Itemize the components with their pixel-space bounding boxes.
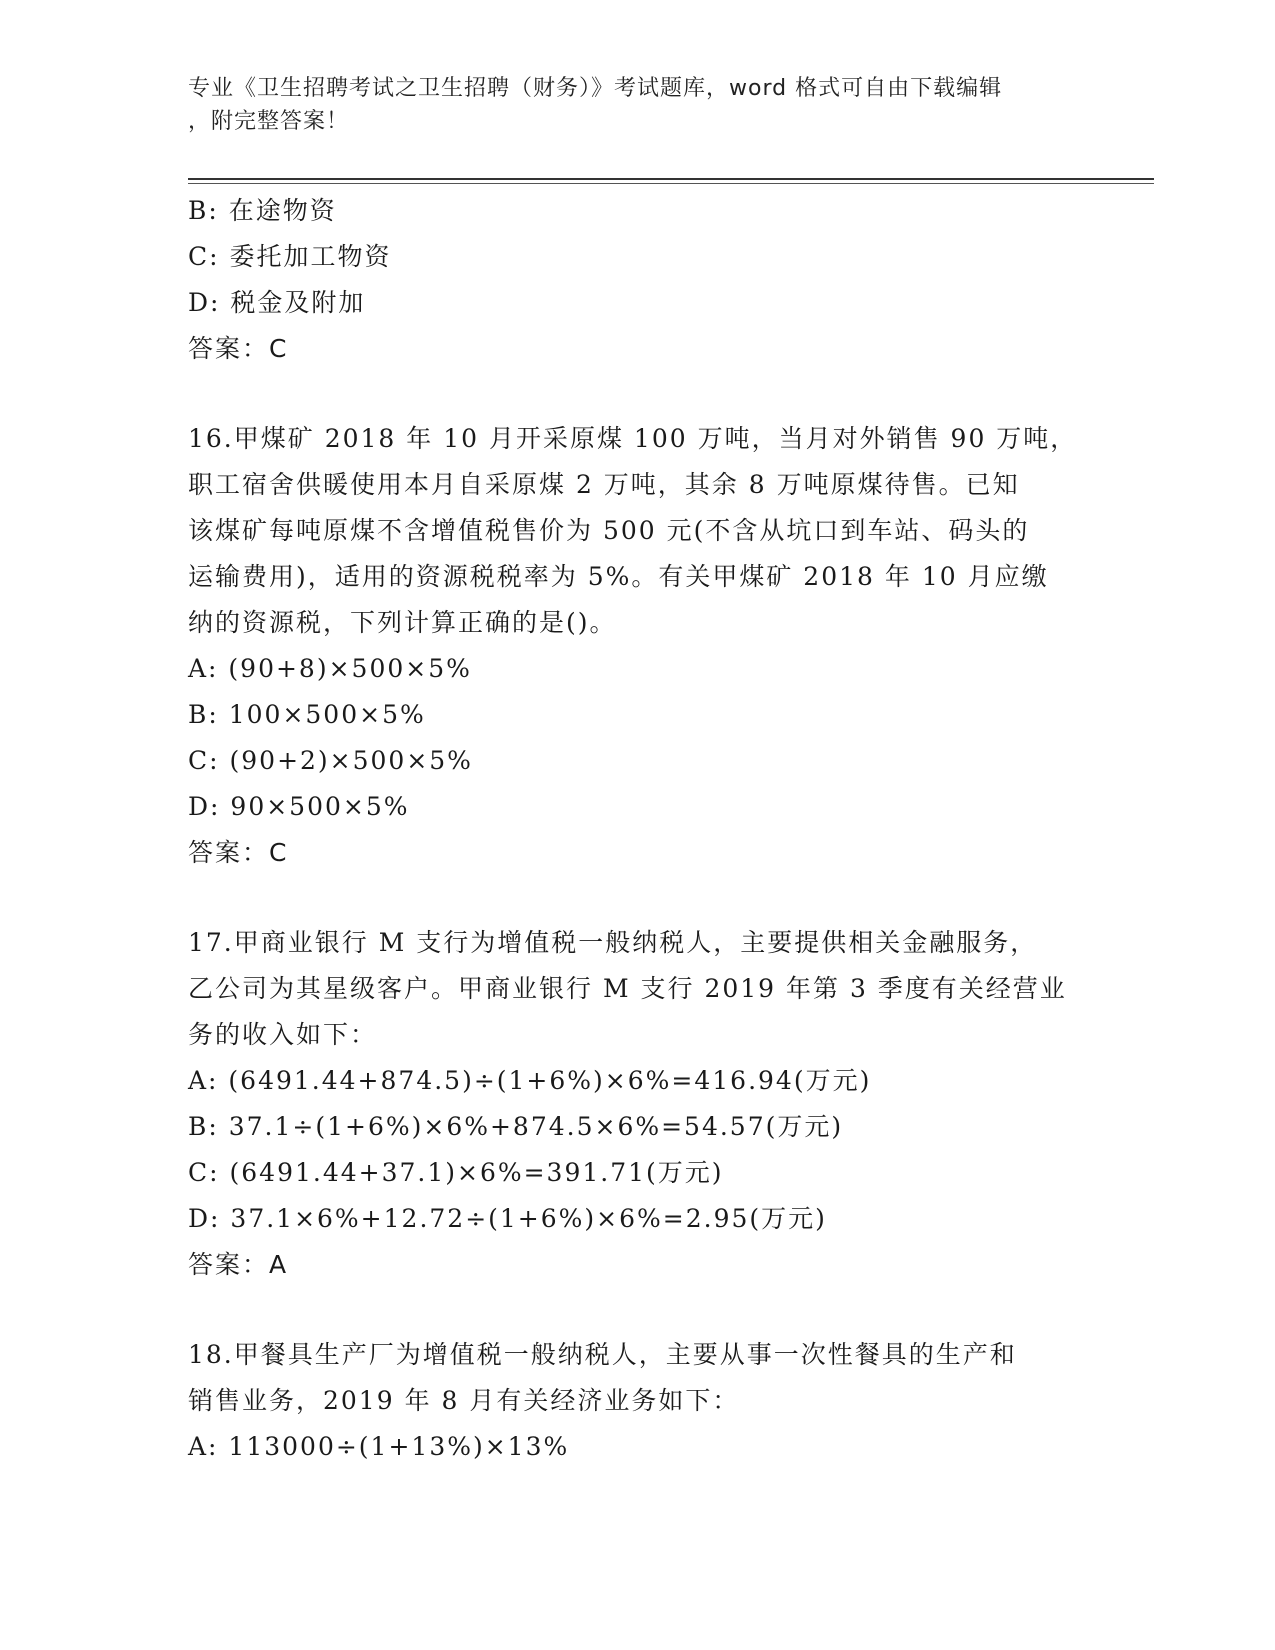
question-stem-line: 销售业务，2019 年 8 月有关经济业务如下： [188,1386,740,1415]
spacer [188,372,1088,416]
document-header [188,72,1088,138]
question-stem-line: 运输费用)，适用的资源税税率为 5%。有关甲煤矿 2018 年 10 月应缴 [188,562,1049,591]
option-d: D: 37.1×6%+12.72÷(1+6%)×6%=2.95(万元) [188,1204,827,1233]
option-d: D: 90×500×5% [188,792,410,821]
question-stem-line: 职工宿舍供暖使用本月自采原煤 2 万吨，其余 8 万吨原煤待售。已知 [188,470,1020,499]
answer: 答案：C [188,334,289,363]
option-c: C: 委托加工物资 [188,242,392,271]
option-b: B: 37.1÷(1+6%)×6%+874.5×6%=54.57(万元) [188,1112,844,1141]
option-c: C: (6491.44+37.1)×6%=391.71(万元) [188,1158,724,1187]
question-stem-line: 纳的资源税，下列计算正确的是()。 [188,608,617,637]
question-stem-line: 乙公司为其星级客户。甲商业银行 M 支行 2019 年第 3 季度有关经营业 [188,974,1067,1003]
header-line-2: ，附完整答案！ [188,109,350,134]
option-d: D: 税金及附加 [188,288,366,317]
answer: 答案：A [188,1250,289,1279]
question-17 [188,920,1088,1288]
question-16 [188,416,1088,876]
option-a: A: 113000÷(1+13%)×13% [188,1432,570,1461]
spacer [188,1288,1088,1332]
option-a: A: (6491.44+874.5)÷(1+6%)×6%=416.94(万元) [188,1066,872,1095]
question-stem-line: 16.甲煤矿 2018 年 10 月开采原煤 100 万吨，当月对外销售 90 万吨， [188,424,1078,453]
document-body [188,188,1088,1470]
option-c: C: (90+2)×500×5% [188,746,473,775]
header-divider-thin [188,183,1154,184]
question-18 [188,1332,1088,1470]
question-stem-line: 该煤矿每吨原煤不含增值税售价为 500 元(不含从坑口到车站、码头的 [188,516,1030,545]
header-line-1: 专业《卫生招聘考试之卫生招聘（财务）》考试题库，word 格式可自由下载编辑 [188,76,1003,101]
option-b: B: 100×500×5% [188,700,426,729]
spacer [188,876,1088,920]
header-divider-thick [188,178,1154,180]
question-stem-line: 17.甲商业银行 M 支行为增值税一般纳税人，主要提供相关金融服务， [188,928,1038,957]
question-stem-line: 18.甲餐具生产厂为增值税一般纳税人，主要从事一次性餐具的生产和 [188,1340,1017,1369]
option-b: B: 在途物资 [188,196,337,225]
answer: 答案：C [188,838,289,867]
question-stem-line: 务的收入如下： [188,1020,378,1049]
question-15-tail [188,188,1088,372]
option-a: A: (90+8)×500×5% [188,654,472,683]
